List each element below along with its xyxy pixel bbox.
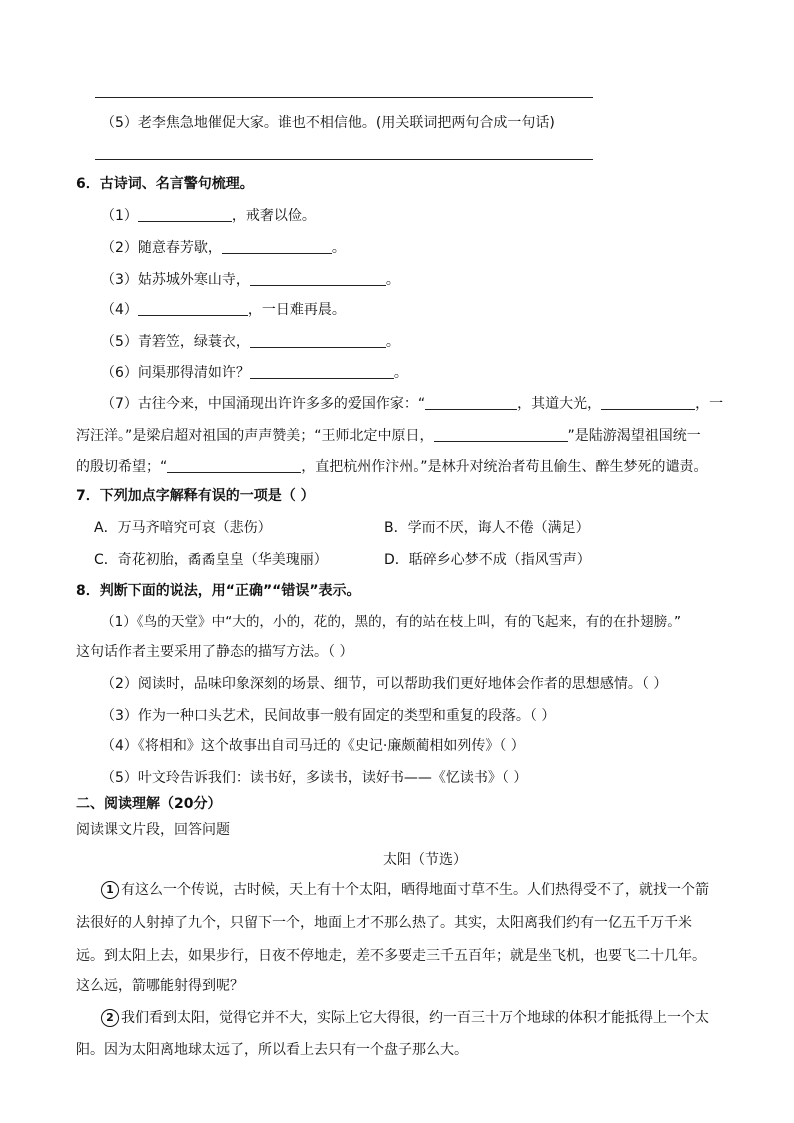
passage-text: 我们看到太阳，觉得它并不大，实际上它大得很，约一百三十万个地球的体积才能抵得上一个太 [121, 1010, 709, 1026]
passage-p2-line2: 阳。因为太阳离地球太远了，所以看上去只有一个盘子那么大。 [76, 1042, 468, 1058]
passage-text: 有这么一个传说，古时候，天上有十个太阳，晒得地面寸草不生。人们热得受不了，就找一个箭 [121, 882, 709, 898]
blank[interactable] [250, 271, 386, 286]
q6-line9 [76, 457, 708, 477]
blank[interactable] [250, 333, 386, 348]
passage-p1-line3: 远。到太阳上去，如果步行，日夜不停地走，差不多要走三千五百年；就是坐飞机，也要飞二十几年。 [76, 948, 706, 964]
blank[interactable] [138, 207, 232, 222]
q6-line3-prefix: （3）姑苏城外寒山寺， [101, 272, 250, 288]
answer-line[interactable] [95, 159, 593, 160]
q5-item5: （5）老李焦急地催促大家。谁也不相信他。(用关联词把两句合成一句话) [101, 115, 555, 131]
q6-line5-prefix: （5）青箬笠，绿蓑衣， [101, 334, 250, 350]
blank[interactable] [434, 427, 568, 442]
blank[interactable] [250, 364, 394, 379]
q8-item1-cont: 这句话作者主要采用了静态的描写方法。（ ） [76, 644, 354, 660]
q7-option-d[interactable]: D．聒碎乡心梦不成（指风雪声） [384, 552, 591, 568]
q6-line4 [101, 300, 346, 320]
q7-option-b[interactable]: B．学而不厌，诲人不倦（满足） [384, 520, 590, 536]
q6-line6-prefix: （6）问渠那得清如许？ [101, 365, 250, 381]
q6-line5-suffix: 。 [385, 334, 400, 350]
q8-item2: （2）阅读时，品味印象深刻的场景、细节，可以帮助我们更好地体会作者的思想感情。（ ） [101, 676, 668, 692]
q6-line8-prefix: 泻汪洋。”是梁启超对祖国的声声赞美；“王师北定中原日， [76, 428, 434, 444]
q6-line1-prefix: （1） [101, 208, 138, 224]
q6-line8 [76, 426, 701, 446]
q6-line3 [101, 270, 400, 290]
section-heading: 二、阅读理解（20分） [76, 796, 222, 812]
blank[interactable] [138, 301, 248, 316]
q6-line8-suffix: ”是陆游渴望祖国统一 [567, 428, 701, 444]
q6-line4-prefix: （4） [101, 302, 138, 318]
q6-line6 [101, 363, 408, 383]
q6-line2 [101, 238, 346, 258]
q6-line7-prefix: （7）古往今来，中国涌现出许许多多的爱国作家：“ [101, 396, 426, 412]
q6-line4-suffix: ，一日难再晨。 [247, 302, 346, 318]
q6-line6-suffix: 。 [393, 365, 408, 381]
q8-item5: （5）叶文玲告诉我们：读书好，多读书，读好书——《忆读书》（ ） [101, 770, 528, 786]
passage-p1-line2: 法很好的人射掉了九个，只留下一个，地面上才不那么热了。其实，太阳离我们约有一亿五千万千米 [76, 915, 692, 931]
q8-item1: （1）《鸟的天堂》中“大的，小的，花的，黑的，有的站在枝上叫，有的飞起来，有的在扑翅膀。” [101, 614, 682, 630]
q6-title: 6．古诗词、名言警句梳理。 [76, 176, 254, 192]
answer-line[interactable] [95, 97, 593, 98]
q6-line5 [101, 332, 400, 352]
q6-line7 [101, 394, 723, 414]
q8-item3: （3）作为一种口头艺术，民间故事一般有固定的类型和重复的段落。（ ） [101, 708, 556, 724]
paragraph-number: 1 [101, 881, 119, 899]
passage-p2-line1 [101, 1008, 709, 1028]
blank[interactable] [167, 458, 301, 473]
q6-line9-prefix: 的殷切希望；“ [76, 459, 168, 475]
q7-option-a[interactable]: A．万马齐喑究可哀（悲伤） [94, 520, 272, 536]
blank[interactable] [425, 395, 517, 410]
section-intro: 阅读课文片段，回答问题 [76, 822, 230, 838]
passage-title: 太阳（节选） [383, 852, 467, 868]
q7-title: 7．下列加点字解释有误的一项是（ ） [76, 488, 315, 504]
q8-item4: （4）《将相和》这个故事出自司马迁的《史记·廉颇蔺相如列传》（ ） [101, 738, 525, 754]
q6-line2-prefix: （2）随意春芳歇， [101, 240, 222, 256]
passage-p1-line1 [101, 880, 709, 900]
blank[interactable] [222, 239, 332, 254]
passage-p1-line4: 这么远，箭哪能射得到呢？ [76, 978, 244, 994]
q6-line9-suffix: ，直把杭州作汴州。”是林升对统治者苟且偷生、醉生梦死的谴责。 [301, 459, 708, 475]
q6-line2-suffix: 。 [331, 240, 346, 256]
q6-line7-suffix: ，一 [695, 396, 724, 412]
paragraph-number: 2 [101, 1009, 119, 1027]
blank[interactable] [601, 395, 695, 410]
q7-option-c[interactable]: C．奇花初胎，矞矞皇皇（华美瑰丽） [94, 552, 328, 568]
q6-line3-suffix: 。 [385, 272, 400, 288]
q6-line1-suffix: ，戒奢以俭。 [231, 208, 316, 224]
q8-title: 8．判断下面的说法，用“正确”“错误”表示。 [76, 583, 361, 599]
q6-line7-mid: ，其道大光， [517, 396, 602, 412]
q6-line1 [101, 206, 316, 226]
